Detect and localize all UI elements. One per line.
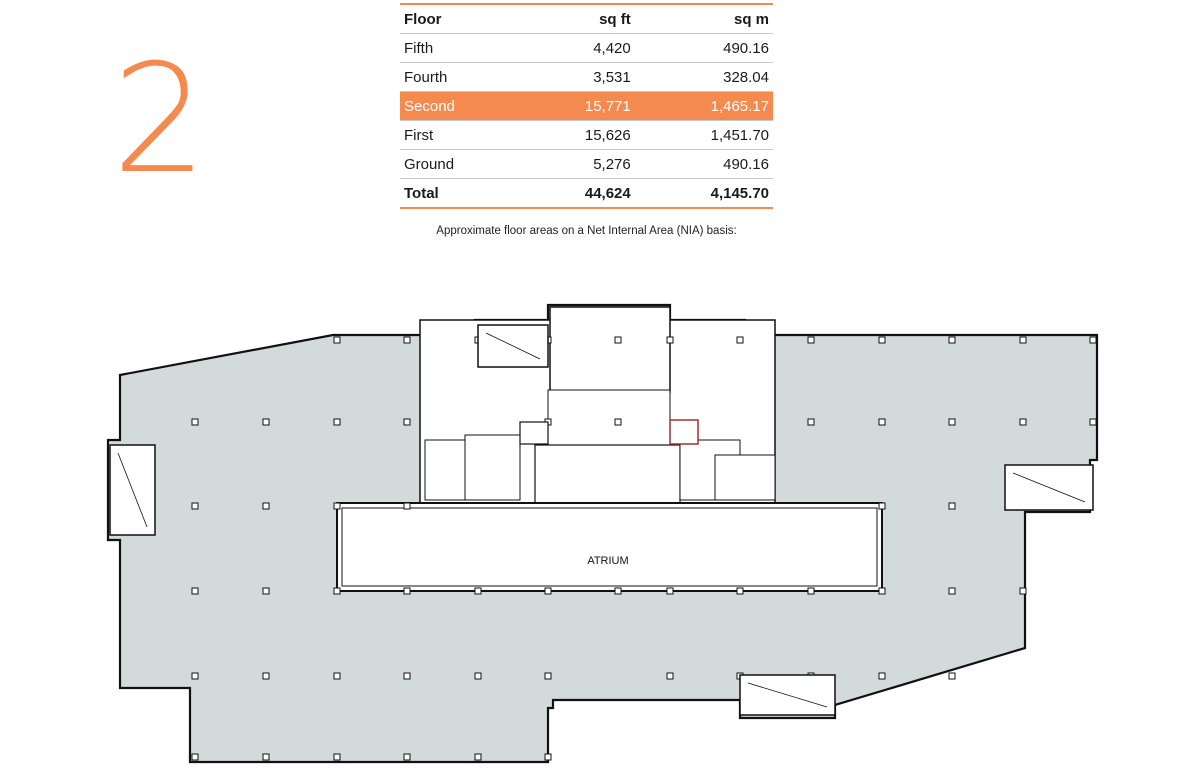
column bbox=[404, 419, 410, 425]
column bbox=[192, 419, 198, 425]
total-sqm: 4,145.70 bbox=[635, 179, 773, 209]
column bbox=[545, 754, 551, 760]
row-sqft: 15,771 bbox=[523, 92, 635, 121]
column bbox=[1090, 419, 1096, 425]
table-row bbox=[400, 150, 773, 179]
column bbox=[334, 754, 340, 760]
column bbox=[879, 673, 885, 679]
column bbox=[949, 337, 955, 343]
row-sqft: 3,531 bbox=[523, 63, 635, 92]
row-sqft: 15,626 bbox=[523, 121, 635, 150]
column bbox=[879, 419, 885, 425]
lift-shaft bbox=[520, 422, 548, 444]
row-floor: Fifth bbox=[400, 34, 523, 63]
column bbox=[1090, 337, 1096, 343]
column bbox=[192, 754, 198, 760]
header-floor: Floor bbox=[400, 4, 523, 34]
wc-block bbox=[465, 435, 520, 500]
column bbox=[737, 337, 743, 343]
table-total-row bbox=[400, 179, 773, 209]
column bbox=[404, 588, 410, 594]
column bbox=[808, 337, 814, 343]
column bbox=[334, 673, 340, 679]
row-sqm: 328.04 bbox=[635, 63, 773, 92]
column bbox=[667, 337, 673, 343]
row-sqft: 5,276 bbox=[523, 150, 635, 179]
column bbox=[949, 503, 955, 509]
column bbox=[192, 588, 198, 594]
column bbox=[615, 588, 621, 594]
column bbox=[545, 588, 551, 594]
floor-number: 2 bbox=[112, 33, 208, 207]
column bbox=[263, 754, 269, 760]
column bbox=[334, 588, 340, 594]
column bbox=[263, 503, 269, 509]
table-row bbox=[400, 63, 773, 92]
column bbox=[475, 588, 481, 594]
column bbox=[475, 754, 481, 760]
column bbox=[949, 673, 955, 679]
column bbox=[475, 673, 481, 679]
total-sqft: 44,624 bbox=[523, 179, 635, 209]
column bbox=[192, 503, 198, 509]
column bbox=[949, 588, 955, 594]
column bbox=[192, 673, 198, 679]
table-row bbox=[400, 121, 773, 150]
row-floor: First bbox=[400, 121, 523, 150]
column bbox=[879, 337, 885, 343]
table-row-highlighted bbox=[400, 92, 773, 121]
total-label: Total bbox=[400, 179, 523, 209]
column bbox=[879, 503, 885, 509]
column bbox=[404, 503, 410, 509]
column bbox=[404, 673, 410, 679]
header-sqft: sq ft bbox=[523, 4, 635, 34]
header-sqm: sq m bbox=[635, 4, 773, 34]
column bbox=[1020, 337, 1026, 343]
floor-area-table bbox=[400, 3, 773, 209]
column bbox=[263, 419, 269, 425]
column bbox=[667, 588, 673, 594]
column bbox=[334, 419, 340, 425]
column bbox=[808, 419, 814, 425]
riser bbox=[670, 420, 698, 444]
column bbox=[404, 337, 410, 343]
row-floor: Ground bbox=[400, 150, 523, 179]
floor-plan bbox=[100, 295, 1105, 767]
column bbox=[615, 419, 621, 425]
wc-block bbox=[715, 455, 775, 500]
row-floor: Second bbox=[400, 92, 523, 121]
column bbox=[334, 503, 340, 509]
corridor bbox=[548, 390, 670, 445]
column bbox=[737, 588, 743, 594]
table-header-row bbox=[400, 4, 773, 34]
wc-block bbox=[425, 440, 465, 500]
atrium bbox=[337, 503, 882, 591]
plan-structure bbox=[108, 305, 1097, 762]
column bbox=[808, 588, 814, 594]
column bbox=[879, 588, 885, 594]
row-sqm: 1,465.17 bbox=[635, 92, 773, 121]
column bbox=[263, 588, 269, 594]
row-floor: Fourth bbox=[400, 63, 523, 92]
column bbox=[949, 419, 955, 425]
row-sqm: 490.16 bbox=[635, 34, 773, 63]
atrium-label: ATRIUM bbox=[587, 555, 629, 567]
row-sqm: 1,451.70 bbox=[635, 121, 773, 150]
column bbox=[334, 337, 340, 343]
column bbox=[1020, 588, 1026, 594]
column bbox=[615, 337, 621, 343]
column bbox=[545, 673, 551, 679]
row-sqm: 490.16 bbox=[635, 150, 773, 179]
column bbox=[404, 754, 410, 760]
column bbox=[263, 673, 269, 679]
area-basis-note: Approximate floor areas on a Net Internal Area (NIA) basis: bbox=[436, 225, 737, 237]
column bbox=[1020, 419, 1026, 425]
row-sqft: 4,420 bbox=[523, 34, 635, 63]
lift-lobby bbox=[550, 307, 670, 392]
column bbox=[667, 673, 673, 679]
table-row bbox=[400, 34, 773, 63]
